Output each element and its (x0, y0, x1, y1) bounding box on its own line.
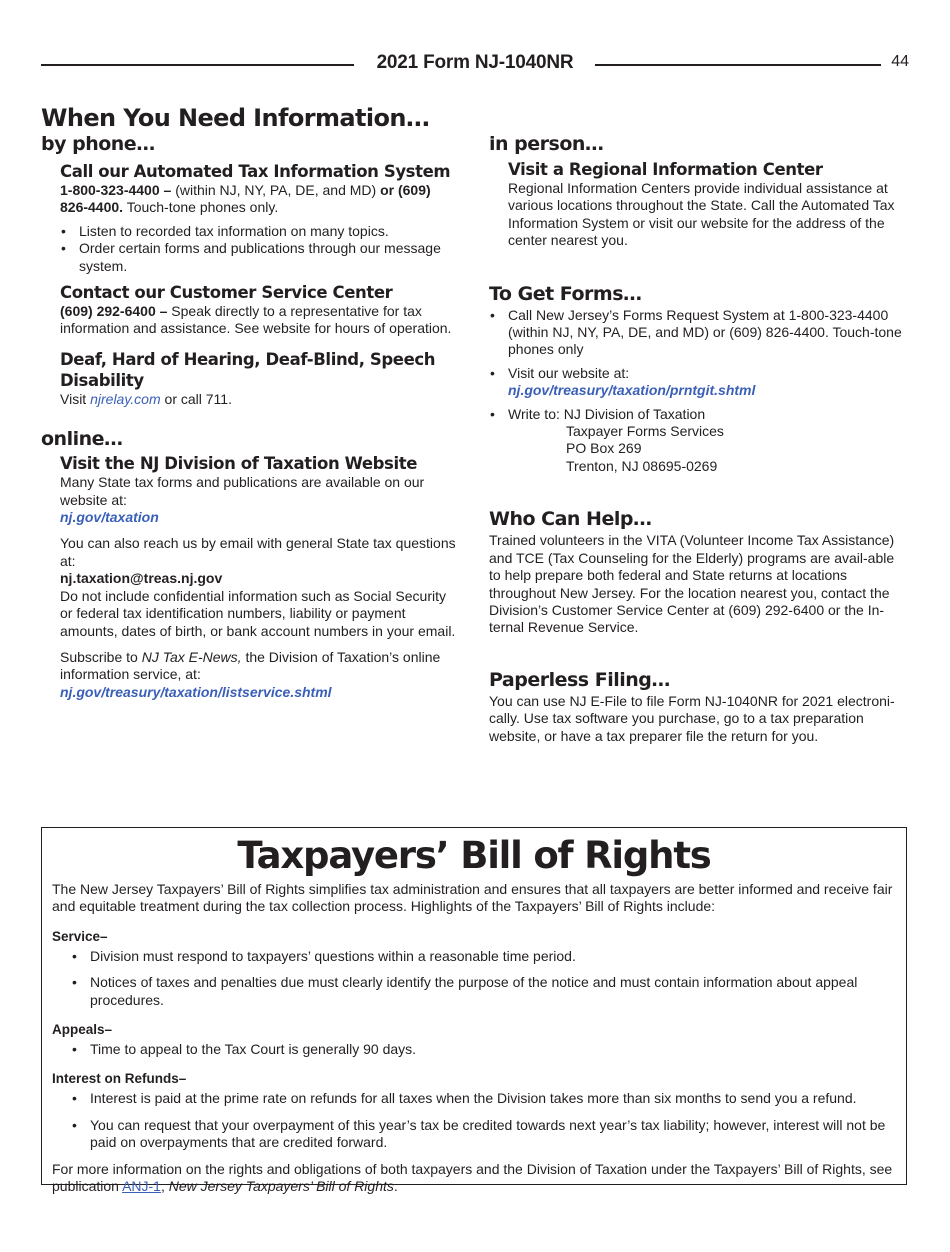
list-item: • Listen to recorded tax information on many topics. (60, 223, 461, 240)
footer-text: For more information on the rights and obligations of both taxpayers and the Division of Taxation under the Taxpayers’ Bill of Rights, see publication (52, 1160, 893, 1195)
who-can-help-text: Trained volunteers in the VITA (Volunteer Income Tax Assistance) and TCE (Tax Counseling for the Elderly) programs are avail-able to help prepare both federal and State returns at locations throughout New Jersey. For the location nearest you, contact the Division’s Customer Service Center at (609) 292-6400 or the In-ternal Revenue Service. (489, 532, 895, 636)
email-intro: You can also reach us by email with general State tax questions at: (60, 535, 456, 569)
paperless-heading: Paperless Filing… (489, 668, 670, 691)
customer-service-text (60, 303, 461, 338)
automated-system-bullets (60, 223, 461, 275)
online-heading: online… (41, 428, 123, 451)
customer-service-desc: Speak directly to a representative for tax information and assistance. See website for hours of operation. (60, 303, 452, 337)
deaf-section-text (60, 391, 461, 408)
main-title: When You Need Information… (41, 104, 430, 132)
call-711-text: or call 711. (160, 390, 232, 407)
subscribe-text: Subscribe to (60, 648, 142, 665)
interest-heading: Interest on Refunds– (52, 1071, 187, 1087)
email-address[interactable]: nj.taxation@treas.nj.gov (60, 570, 223, 587)
list-item: • You can request that your overpayment of this year’s tax be credited towards next year’s tax liability; however, interest will not be paid on overpayments that are credited forward. (52, 1117, 896, 1152)
bill-of-rights-box (41, 827, 907, 1195)
page-number: 44 (891, 53, 909, 70)
bill-of-rights-title: Taxpayers’ Bill of Rights (237, 834, 711, 877)
list-item-visit (489, 365, 909, 400)
list-item: • Order certain forms and publications through our message system. (60, 240, 461, 275)
regional-center-text: Regional Information Centers provide individual assistance at various locations throughout the State. Call the Automated Tax Information System or visit our website for the address of the center nearest you. (508, 180, 895, 249)
anj-1-link[interactable]: ANJ-1 (122, 1178, 161, 1195)
list-item: • Notices of taxes and penalties due must clearly identify the purpose of the notice and must contain information about appeal procedures. (52, 974, 896, 1009)
enews-name: NJ Tax E-News, (141, 648, 242, 665)
address-line: Taxpayer Forms Services (566, 423, 724, 440)
by-phone-heading: by phone… (41, 133, 155, 155)
paperless-text: You can use NJ E-File to file Form NJ-1040NR for 2021 electroni-cally. Use tax software you purchase, go to a tax preparation website, or have a tax preparer file the return for you. (489, 692, 895, 744)
customer-service-phone: (609) 292-6400 – (60, 303, 168, 320)
touch-tone-note: Touch-tone phones only. (123, 199, 279, 216)
interest-list (52, 1090, 896, 1151)
deaf-section-title: Deaf, Hard of Hearing, Deaf-Blind, Speech Disability (60, 349, 436, 390)
list-item: • Time to appeal to the Tax Court is generally 90 days. (52, 1041, 896, 1058)
online-section (41, 453, 461, 701)
visit-website-text: • Visit our website at: (508, 364, 630, 381)
in-person-section (489, 159, 909, 250)
appeals-list (52, 1041, 896, 1058)
website-title: Visit the NJ Division of Taxation Website (60, 454, 418, 474)
footer-comma: , (160, 1178, 169, 1195)
header-rule-left (41, 64, 354, 66)
njrelay-link[interactable]: njrelay.com (90, 390, 161, 407)
phone-number-1: 1-800-323-4400 – (60, 182, 172, 198)
list-item-call: • Call New Jersey’s Forms Request System at 1-800-323-4400 (within NJ, NY, PA, DE, and MD) or (609) 826-4400. Touch-tone phones only (489, 307, 909, 359)
or-text: or (380, 182, 395, 198)
automated-system-section (41, 161, 461, 408)
bill-of-rights-intro: The New Jersey Taxpayers’ Bill of Rights simplifies tax administration and ensures that all taxpayers are better informed and receive fair and equitable treatment during the tax collection process. Highlights of the Taxpayers’ Bill of Rights include: (52, 881, 893, 915)
left-column (41, 104, 461, 701)
footer-period: . (393, 1178, 398, 1195)
service-heading: Service– (52, 928, 108, 944)
page-header (41, 52, 909, 78)
enews-text (60, 649, 461, 684)
write-to-label: Write to: (508, 405, 564, 422)
appeals-heading: Appeals– (52, 1022, 113, 1038)
list-item: • Interest is paid at the prime rate on refunds for all taxes when the Division takes more than six months to send you a refund. (52, 1090, 896, 1107)
regional-center-title: Visit a Regional Information Center (508, 160, 823, 179)
header-rule-right (595, 64, 881, 66)
email-warning: Do not include confidential information such as Social Security or federal tax identification numbers, liability or payment amounts, dates of birth, or bank account numbers in your email. (60, 587, 456, 639)
website-text: Many State tax forms and publications are available on our website at: (60, 474, 425, 508)
address-line: Trenton, NJ 08695-0269 (566, 457, 718, 474)
forms-website-link[interactable]: nj.gov/treasury/taxation/prntgit.shtml (508, 382, 756, 399)
in-person-heading: in person… (489, 133, 604, 155)
form-title: 2021 Form NJ-1040NR (376, 52, 574, 73)
automated-system-phones (60, 182, 461, 217)
address-line: NJ Division of Taxation (563, 405, 706, 422)
phone-region-note: (within NJ, NY, PA, DE, and MD) (171, 182, 381, 198)
customer-service-title: Contact our Customer Service Center (60, 283, 393, 303)
visit-text: Visit (60, 390, 91, 407)
service-list (52, 948, 896, 1009)
bill-of-rights-footer (52, 1161, 896, 1196)
get-forms-heading: To Get Forms… (489, 282, 642, 305)
phone-number-2: (609) 826-4400. (60, 182, 431, 216)
list-item: • Division must respond to taxpayers’ questions within a reasonable time period. (52, 948, 896, 965)
automated-system-title: Call our Automated Tax Information System (60, 162, 451, 181)
get-forms-list (489, 307, 909, 476)
list-item-write (489, 406, 909, 476)
who-can-help-heading: Who Can Help… (489, 508, 652, 531)
listservice-link[interactable]: nj.gov/treasury/taxation/listservice.shtml (60, 683, 332, 700)
right-column (489, 133, 909, 745)
publication-title: New Jersey Taxpayers’ Bill of Rights (168, 1178, 394, 1195)
address-line: PO Box 269 (566, 440, 642, 457)
taxation-website-link[interactable]: nj.gov/taxation (60, 509, 159, 526)
enews-desc: the Division of Taxation’s online information service, at: (60, 648, 441, 683)
address-lines (508, 423, 909, 475)
